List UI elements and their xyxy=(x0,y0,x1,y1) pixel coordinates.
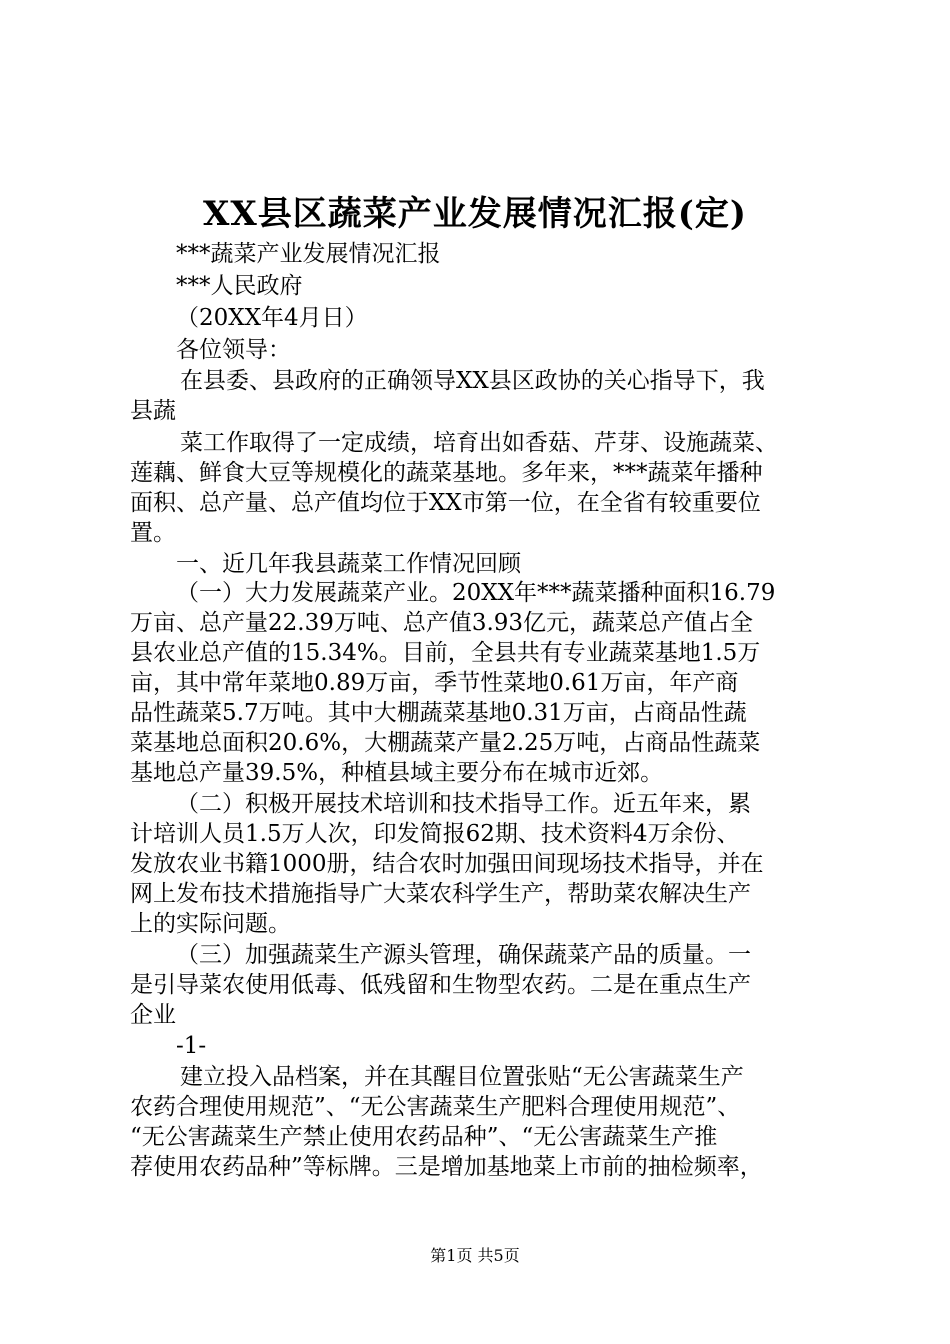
body-line: “无公害蔬菜生产禁止使用农药品种”、“无公害蔬菜生产推 xyxy=(130,1124,718,1150)
body-line: 基地总产量39.5%，种植县域主要分布在城市近郊。 xyxy=(130,760,664,786)
body-line: 一、近几年我县蔬菜工作情况回顾 xyxy=(176,551,521,577)
body-line: 农药合理使用规范”、“无公害蔬菜生产肥料合理使用规范”、 xyxy=(130,1094,741,1120)
body-line: 置。 xyxy=(130,520,176,546)
body-line: ***蔬菜产业发展情况汇报 xyxy=(176,241,441,267)
body-line: 计培训人员1.5万人次，印发简报62期、技术资料4万余份、 xyxy=(130,821,740,847)
page-footer: 第1页 共5页 xyxy=(430,1246,520,1265)
body-line: 菜工作取得了一定成绩，培育出如香菇、芹芽、设施蔬菜、 xyxy=(180,430,778,456)
body-line: 莲藕、鲜食大豆等规模化的蔬菜基地。多年来，***蔬菜年播种 xyxy=(130,460,763,486)
body-line: 品性蔬菜5.7万吨。其中大棚蔬菜基地0.31万亩，占商品性蔬 xyxy=(130,700,747,726)
body-line: 万亩、总产量22.39万吨、总产值3.93亿元，蔬菜总产值占全 xyxy=(130,610,754,636)
body-line: 上的实际问题。 xyxy=(130,911,291,937)
body-line: ***人民政府 xyxy=(176,273,303,299)
body-line: （一）大力发展蔬菜产业。20XX年***蔬菜播种面积16.79 xyxy=(176,580,776,606)
body-line: 亩，其中常年菜地0.89万亩，季节性菜地0.61万亩，年产商 xyxy=(130,670,739,696)
body-line: 菜基地总面积20.6%，大棚蔬菜产量2.25万吨，占商品性蔬菜 xyxy=(130,730,761,756)
body-line: 建立投入品档案，并在其醒目位置张贴“无公害蔬菜生产 xyxy=(180,1064,744,1090)
body-line: 网上发布技术措施指导广大菜农科学生产，帮助菜农解决生产 xyxy=(130,881,751,907)
body-line: 面积、总产量、总产值均位于XX市第一位，在全省有较重要位 xyxy=(130,490,761,516)
body-line: 企业 xyxy=(130,1002,176,1028)
body-line: 荐使用农药品种”等标牌。三是增加基地菜上市前的抽检频率， xyxy=(130,1154,763,1180)
body-line: （三）加强蔬菜生产源头管理，确保蔬菜产品的质量。一 xyxy=(176,942,751,968)
body-line: -1- xyxy=(176,1033,207,1059)
body-line: （二）积极开展技术培训和技术指导工作。近五年来，累 xyxy=(176,791,751,817)
body-line: （20XX年4月日） xyxy=(176,305,368,331)
body-line: 在县委、县政府的正确领导XX县区政协的关心指导下，我 xyxy=(180,368,765,394)
body-line: 县农业总产值的15.34%。目前，全县共有专业蔬菜基地1.5万 xyxy=(130,640,761,666)
document-title: XX县区蔬菜产业发展情况汇报(定) xyxy=(203,194,747,234)
body-line: 县蔬 xyxy=(130,398,176,424)
body-line: 各位领导： xyxy=(176,337,291,363)
body-line: 发放农业书籍1000册，结合农时加强田间现场技术指导，并在 xyxy=(130,851,764,877)
body-line: 是引导菜农使用低毒、低残留和生物型农药。二是在重点生产 xyxy=(130,972,751,998)
